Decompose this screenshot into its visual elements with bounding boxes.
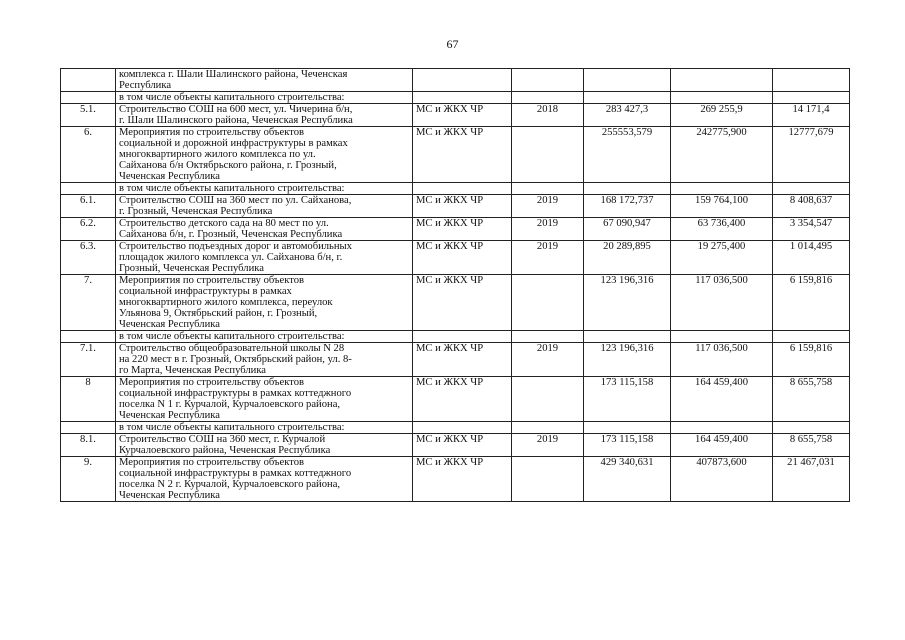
description-line: социальной инфраструктуры в рамках коттеджного — [119, 468, 352, 479]
total-amount-cell — [584, 92, 671, 104]
description-line: многоквартирного жилого комплекса по ул. — [119, 149, 316, 160]
year-cell — [512, 331, 584, 343]
amount-cell: 242775,900 — [671, 127, 773, 183]
year-cell — [512, 457, 584, 502]
amount-cell — [671, 69, 773, 92]
amount-cell — [773, 331, 850, 343]
total-amount-cell: 20 289,895 — [584, 241, 671, 275]
description-line: поселка N 1 г. Курчалой, Курчалоевского района, — [119, 399, 341, 410]
description-line: Курчалоевского района, Чеченская Республика — [119, 445, 331, 456]
executor-cell — [413, 183, 512, 195]
amount-cell — [671, 183, 773, 195]
description-line: Ульянова 9, Октябрьский район, г. Грозный, — [119, 308, 318, 319]
total-amount-cell — [584, 183, 671, 195]
total-amount-cell: 173 115,158 — [584, 434, 671, 457]
amount-cell: 8 408,637 — [773, 195, 850, 218]
description-cell — [116, 241, 413, 275]
description-line: поселка N 2 г. Курчалой, Курчалоевского района, — [119, 479, 341, 490]
total-amount-cell: 173 115,158 — [584, 377, 671, 422]
table-row — [61, 377, 850, 422]
description-line: го Марта, Чеченская Республика — [119, 365, 267, 376]
year-cell: 2019 — [512, 434, 584, 457]
description-line: Чеченская Республика — [119, 490, 220, 501]
description-line: социальной инфраструктуры в рамках коттеджного — [119, 388, 352, 399]
executor-cell: МС и ЖКХ ЧР — [413, 241, 512, 275]
amount-cell — [671, 92, 773, 104]
description-cell — [116, 343, 413, 377]
description-line: Мероприятия по строительству объектов — [119, 275, 305, 286]
description-line: Чеченская Республика — [119, 319, 220, 330]
row-number-cell: 6.3. — [61, 241, 116, 275]
description-line: Строительство СОШ на 360 мест, г. Курчалой — [119, 434, 326, 445]
table-row — [61, 218, 850, 241]
description-line: комплекса г. Шали Шалинского района, Чеченская — [119, 69, 348, 80]
description-line: Чеченская Республика — [119, 410, 220, 421]
description-line: Чеченская Республика — [119, 171, 220, 182]
table-row — [61, 69, 850, 92]
row-number-cell: 6.2. — [61, 218, 116, 241]
amount-cell — [773, 422, 850, 434]
year-cell: 2019 — [512, 218, 584, 241]
description-line: социальной инфраструктуры в рамках — [119, 286, 292, 297]
row-number-cell: 7.1. — [61, 343, 116, 377]
amount-cell: 14 171,4 — [773, 104, 850, 127]
amount-cell: 12777,679 — [773, 127, 850, 183]
year-cell — [512, 377, 584, 422]
executor-cell — [413, 331, 512, 343]
table-row — [61, 92, 850, 104]
description-cell — [116, 218, 413, 241]
row-number-cell — [61, 69, 116, 92]
amount-cell: 8 655,758 — [773, 434, 850, 457]
description-cell — [116, 195, 413, 218]
executor-cell: МС и ЖКХ ЧР — [413, 377, 512, 422]
description-line: Сайханова б/н Октябрьского района, г. Грозный, — [119, 160, 337, 171]
table-row — [61, 195, 850, 218]
description-line: Строительство подъездных дорог и автомобильных — [119, 241, 352, 252]
total-amount-cell: 429 340,631 — [584, 457, 671, 502]
executor-cell — [413, 92, 512, 104]
amount-cell: 6 159,816 — [773, 275, 850, 331]
executor-cell: МС и ЖКХ ЧР — [413, 343, 512, 377]
description-line: в том числе объекты капитального строительства: — [119, 331, 345, 342]
description-line: Строительство СОШ на 600 мест, ул. Чичерина б/н, — [119, 104, 353, 115]
description-line: Мероприятия по строительству объектов — [119, 127, 305, 138]
row-number-cell: 5.1. — [61, 104, 116, 127]
row-number-cell: 6.1. — [61, 195, 116, 218]
amount-cell — [671, 331, 773, 343]
description-line: Грозный, Чеченская Республика — [119, 263, 264, 274]
total-amount-cell: 255553,579 — [584, 127, 671, 183]
description-line: Мероприятия по строительству объектов — [119, 457, 305, 468]
description-line: на 220 мест в г. Грозный, Октябрьский район, ул. 8- — [119, 354, 352, 365]
amount-cell: 1 014,495 — [773, 241, 850, 275]
table-row — [61, 241, 850, 275]
description-line: многоквартирного жилого комплекса, переулок — [119, 297, 333, 308]
description-line: Сайханова б/н, г. Грозный, Чеченская Республика — [119, 229, 343, 240]
description-cell — [116, 331, 413, 343]
year-cell — [512, 92, 584, 104]
total-amount-cell: 123 196,316 — [584, 275, 671, 331]
row-number-cell — [61, 331, 116, 343]
year-cell — [512, 422, 584, 434]
executor-cell: МС и ЖКХ ЧР — [413, 127, 512, 183]
row-number-cell: 8 — [61, 377, 116, 422]
executor-cell: МС и ЖКХ ЧР — [413, 457, 512, 502]
year-cell: 2019 — [512, 195, 584, 218]
total-amount-cell: 168 172,737 — [584, 195, 671, 218]
row-number-cell: 9. — [61, 457, 116, 502]
description-cell — [116, 127, 413, 183]
amount-cell: 269 255,9 — [671, 104, 773, 127]
executor-cell: МС и ЖКХ ЧР — [413, 275, 512, 331]
description-line: в том числе объекты капитального строительства: — [119, 183, 345, 194]
amount-cell — [671, 422, 773, 434]
amount-cell: 117 036,500 — [671, 275, 773, 331]
amount-cell: 63 736,400 — [671, 218, 773, 241]
executor-cell: МС и ЖКХ ЧР — [413, 195, 512, 218]
description-line: социальной и дорожной инфраструктуры в рамках — [119, 138, 348, 149]
amount-cell: 117 036,500 — [671, 343, 773, 377]
description-cell — [116, 69, 413, 92]
description-line: в том числе объекты капитального строительства: — [119, 422, 345, 433]
table-row — [61, 434, 850, 457]
budget-table — [60, 68, 850, 502]
total-amount-cell — [584, 331, 671, 343]
description-line: Мероприятия по строительству объектов — [119, 377, 305, 388]
description-line: Республика — [119, 80, 172, 91]
amount-cell: 3 354,547 — [773, 218, 850, 241]
amount-cell — [773, 69, 850, 92]
amount-cell: 407873,600 — [671, 457, 773, 502]
description-line: Строительство общеобразовательной школы N 28 — [119, 343, 345, 354]
table-row — [61, 331, 850, 343]
description-cell — [116, 457, 413, 502]
description-line: г. Грозный, Чеченская Республика — [119, 206, 273, 217]
total-amount-cell: 283 427,3 — [584, 104, 671, 127]
amount-cell: 6 159,816 — [773, 343, 850, 377]
page-number: 67 — [446, 37, 459, 51]
total-amount-cell: 123 196,316 — [584, 343, 671, 377]
description-cell — [116, 434, 413, 457]
year-cell — [512, 275, 584, 331]
amount-cell: 159 764,100 — [671, 195, 773, 218]
executor-cell: МС и ЖКХ ЧР — [413, 434, 512, 457]
executor-cell — [413, 422, 512, 434]
description-cell — [116, 377, 413, 422]
total-amount-cell: 67 090,947 — [584, 218, 671, 241]
row-number-cell — [61, 422, 116, 434]
description-cell — [116, 422, 413, 434]
table-row — [61, 343, 850, 377]
description-line: в том числе объекты капитального строительства: — [119, 92, 345, 103]
year-cell — [512, 69, 584, 92]
executor-cell: МС и ЖКХ ЧР — [413, 218, 512, 241]
amount-cell: 21 467,031 — [773, 457, 850, 502]
executor-cell: МС и ЖКХ ЧР — [413, 104, 512, 127]
year-cell — [512, 127, 584, 183]
row-number-cell: 8.1. — [61, 434, 116, 457]
year-cell: 2019 — [512, 343, 584, 377]
description-cell — [116, 104, 413, 127]
executor-cell — [413, 69, 512, 92]
description-line: площадок жилого комплекса ул. Сайханова б/н, г. — [119, 252, 343, 263]
amount-cell — [773, 183, 850, 195]
table-row — [61, 127, 850, 183]
amount-cell: 164 459,400 — [671, 377, 773, 422]
description-line: Строительство СОШ на 360 мест по ул. Сайханова, — [119, 195, 352, 206]
table-row — [61, 275, 850, 331]
amount-cell — [773, 92, 850, 104]
description-line: Строительство детского сада на 80 мест по ул. — [119, 218, 329, 229]
description-cell — [116, 275, 413, 331]
table-row — [61, 104, 850, 127]
description-cell — [116, 183, 413, 195]
row-number-cell: 6. — [61, 127, 116, 183]
description-line: г. Шали Шалинского района, Чеченская Республика — [119, 115, 353, 126]
description-cell — [116, 92, 413, 104]
table-row — [61, 183, 850, 195]
row-number-cell: 7. — [61, 275, 116, 331]
total-amount-cell — [584, 422, 671, 434]
total-amount-cell — [584, 69, 671, 92]
amount-cell: 19 275,400 — [671, 241, 773, 275]
table-row — [61, 457, 850, 502]
year-cell — [512, 183, 584, 195]
amount-cell: 8 655,758 — [773, 377, 850, 422]
amount-cell: 164 459,400 — [671, 434, 773, 457]
row-number-cell — [61, 183, 116, 195]
table-row — [61, 422, 850, 434]
year-cell: 2018 — [512, 104, 584, 127]
year-cell: 2019 — [512, 241, 584, 275]
row-number-cell — [61, 92, 116, 104]
